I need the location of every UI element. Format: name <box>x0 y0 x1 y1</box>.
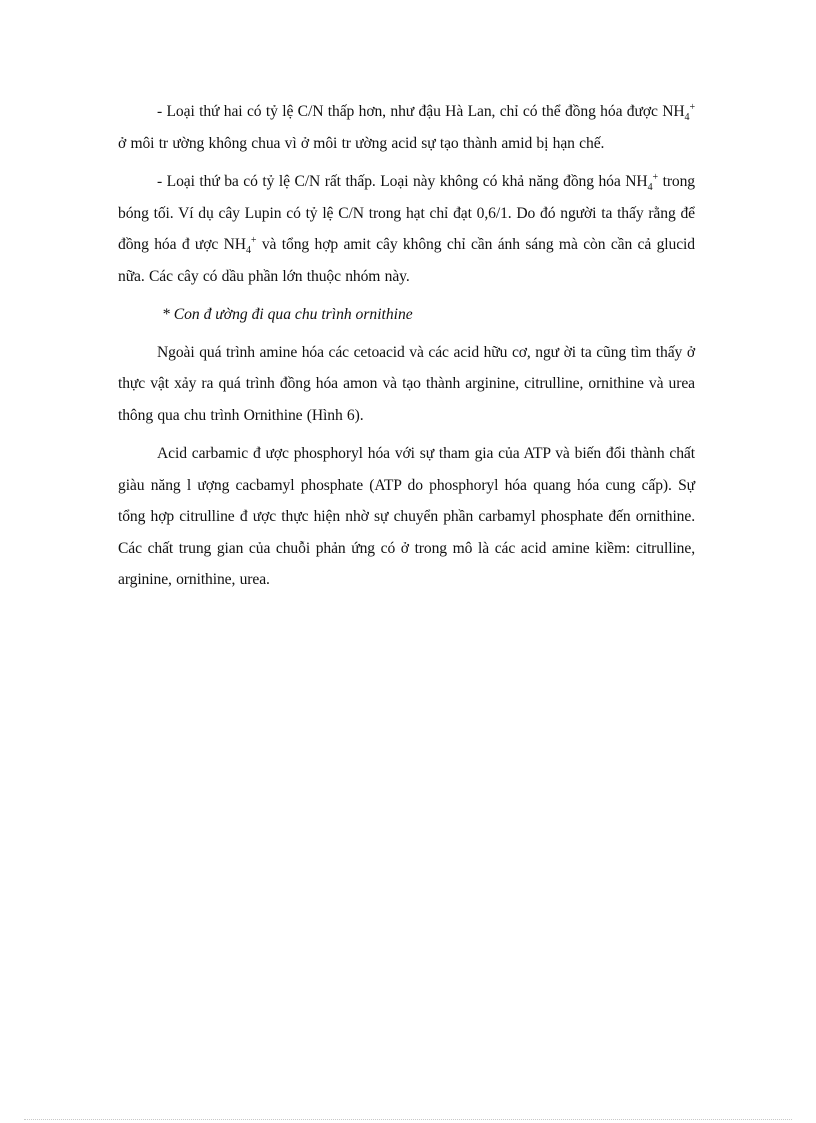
superscript: + <box>689 101 695 113</box>
paragraph-text: ở môi tr ường không chua vì ở môi tr ường acid sự tạo thành amid bị hạn chế. <box>118 134 605 152</box>
subscript: 4 <box>647 182 653 194</box>
paragraph-text: - Loại thứ ba có tỷ lệ C/N rất thấp. Loại này không có khả năng đồng hóa NH <box>157 173 648 190</box>
paragraph-text: - Loại thứ hai có tỷ lệ C/N thấp hơn, như đậu Hà Lan, chỉ có thể đồng hóa được NH <box>157 103 685 120</box>
document-page <box>118 96 695 603</box>
paragraph-text: và tổng hợp amit cây không chỉ cần ánh sáng mà còn cần cả glucid nữa. Các cây có dầu phần lớn thuộc nhóm này. <box>118 236 695 285</box>
superscript: + <box>652 171 659 183</box>
paragraph-second-type <box>118 96 695 159</box>
page-bottom-divider <box>24 1119 792 1120</box>
subscript: 4 <box>684 112 690 124</box>
paragraph-third-type <box>118 166 695 292</box>
paragraph-text: trong bóng tối. Ví dụ cây Lupin có tỷ lệ C/N trong hạt chỉ đạt 0,6/1. Do đó người ta thấy rằng để đồng hóa đ ược NH <box>118 173 696 253</box>
subscript: 4 <box>245 245 251 257</box>
paragraph-ornithine-cycle: Ngoài quá trình amine hóa các cetoacid và các acid hữu cơ, ngư ời ta cũng tìm thấy ở thực vật xảy ra quá trình đồng hóa amon và tạo thành arginine, citrulline, ornithine và urea thông qua chu trình Ornithine (Hình 6). <box>118 343 695 424</box>
section-heading: * Con đ ường đi qua chu trình ornithine <box>162 306 413 323</box>
paragraph-carbamic-acid: Acid carbamic đ ược phosphoryl hóa với sự tham gia của ATP và biến đổi thành chất giàu năng l ượng cacbamyl phosphate (ATP do phosphoryl hóa quang hóa cung cấp). Sự tổng hợp citrulline đ ược thực hiện nhờ sự chuyển phần carbamyl phosphate đến ornithine. Các chất trung gian của chuỗi phản ứng có ở trong mô là các acid amine kiềm: citrulline, arginine, ornithine, urea. <box>118 445 695 588</box>
superscript: + <box>250 234 257 246</box>
